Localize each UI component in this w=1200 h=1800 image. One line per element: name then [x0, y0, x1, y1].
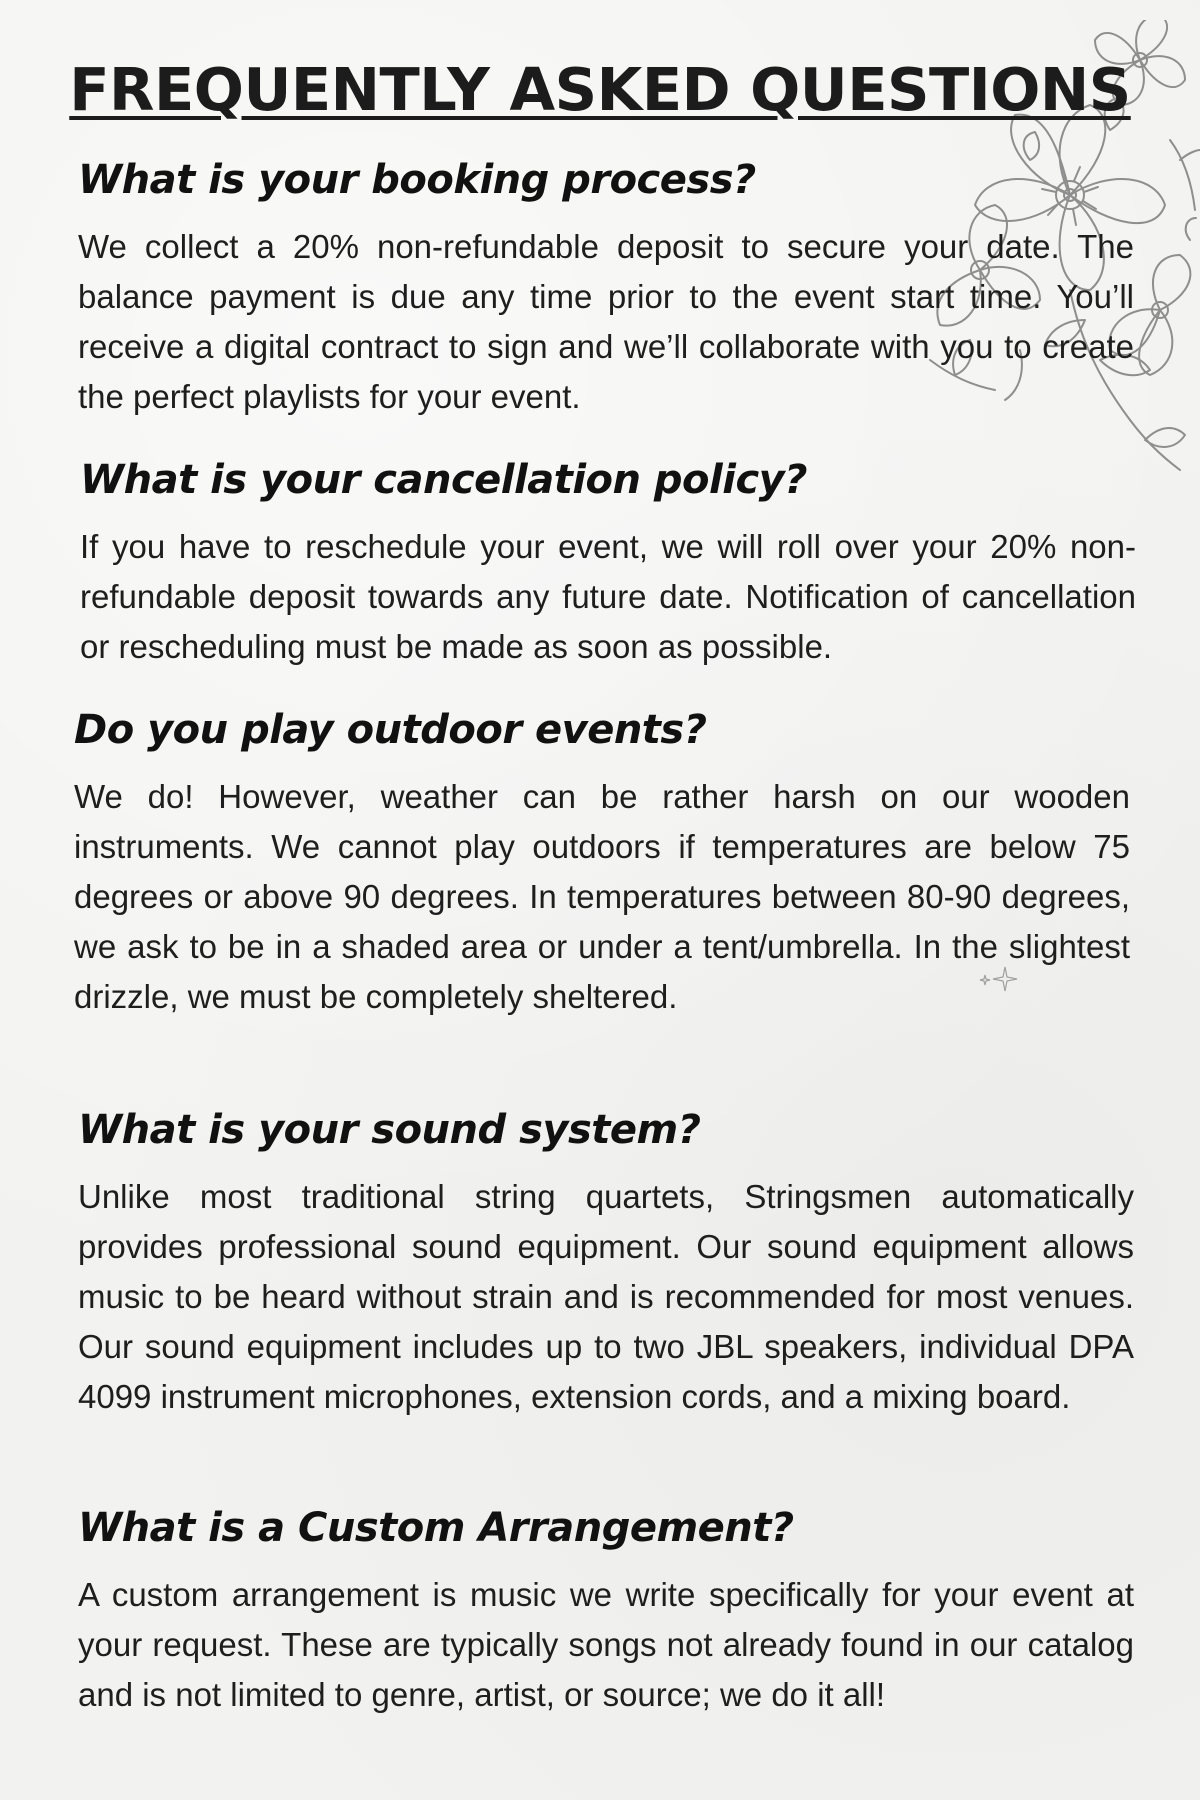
- page-title-text: FREQUENTLY ASKED QUESTIONS: [69, 55, 1131, 124]
- faq-answer: Unlike most traditional string quartets, Stringsmen automatically provides professional sound equipment. Our sound equipment allows music to be heard without strain and is recommended for most venues. Our sound equipment includes up to two JBL speakers, individual DPA 4099 instrument microphones, extension cords, and a mixing board.: [78, 1178, 1134, 1415]
- faq-answer: A custom arrangement is music we write specifically for your event at your request. These are typically songs not already found in our catalog and is not limited to genre, artist, or source; we do it all!: [78, 1576, 1134, 1713]
- faq-question: What is a Custom Arrangement?: [78, 1505, 794, 1551]
- faq-answer: We collect a 20% non-refundable deposit to secure your date. The balance payment is due any time prior to the event start time. You’ll receive a digital contract to sign and we’ll collaborate with you to create the perfect playlists for your event.: [78, 228, 1134, 415]
- faq-item-outdoor-events: [74, 700, 1130, 1022]
- faq-answer: We do! However, weather can be rather harsh on our wooden instruments. We cannot play outdoors if temperatures are below 75 degrees or above 90 degrees. In temperatures between 80-90 degrees, we ask to be in a shaded area or under a tent/umbrella. In the slightest drizzle, we must be completely sheltered.: [74, 778, 1130, 1015]
- faq-item-custom-arrangement: [78, 1498, 1134, 1720]
- faq-item-booking: [78, 150, 1134, 422]
- faq-question: Do you play outdoor events?: [74, 707, 707, 753]
- page-title: [0, 50, 1200, 130]
- faq-item-cancellation: [80, 450, 1136, 672]
- faq-question: What is your booking process?: [78, 157, 756, 203]
- faq-answer: If you have to reschedule your event, we will roll over your 20% non-refundable deposit towards any future date. Notification of cancellation or rescheduling must be made as soon as possible.: [80, 528, 1136, 665]
- faq-question: What is your sound system?: [78, 1107, 701, 1153]
- faq-item-sound-system: [78, 1100, 1134, 1422]
- faq-question: What is your cancellation policy?: [80, 457, 807, 503]
